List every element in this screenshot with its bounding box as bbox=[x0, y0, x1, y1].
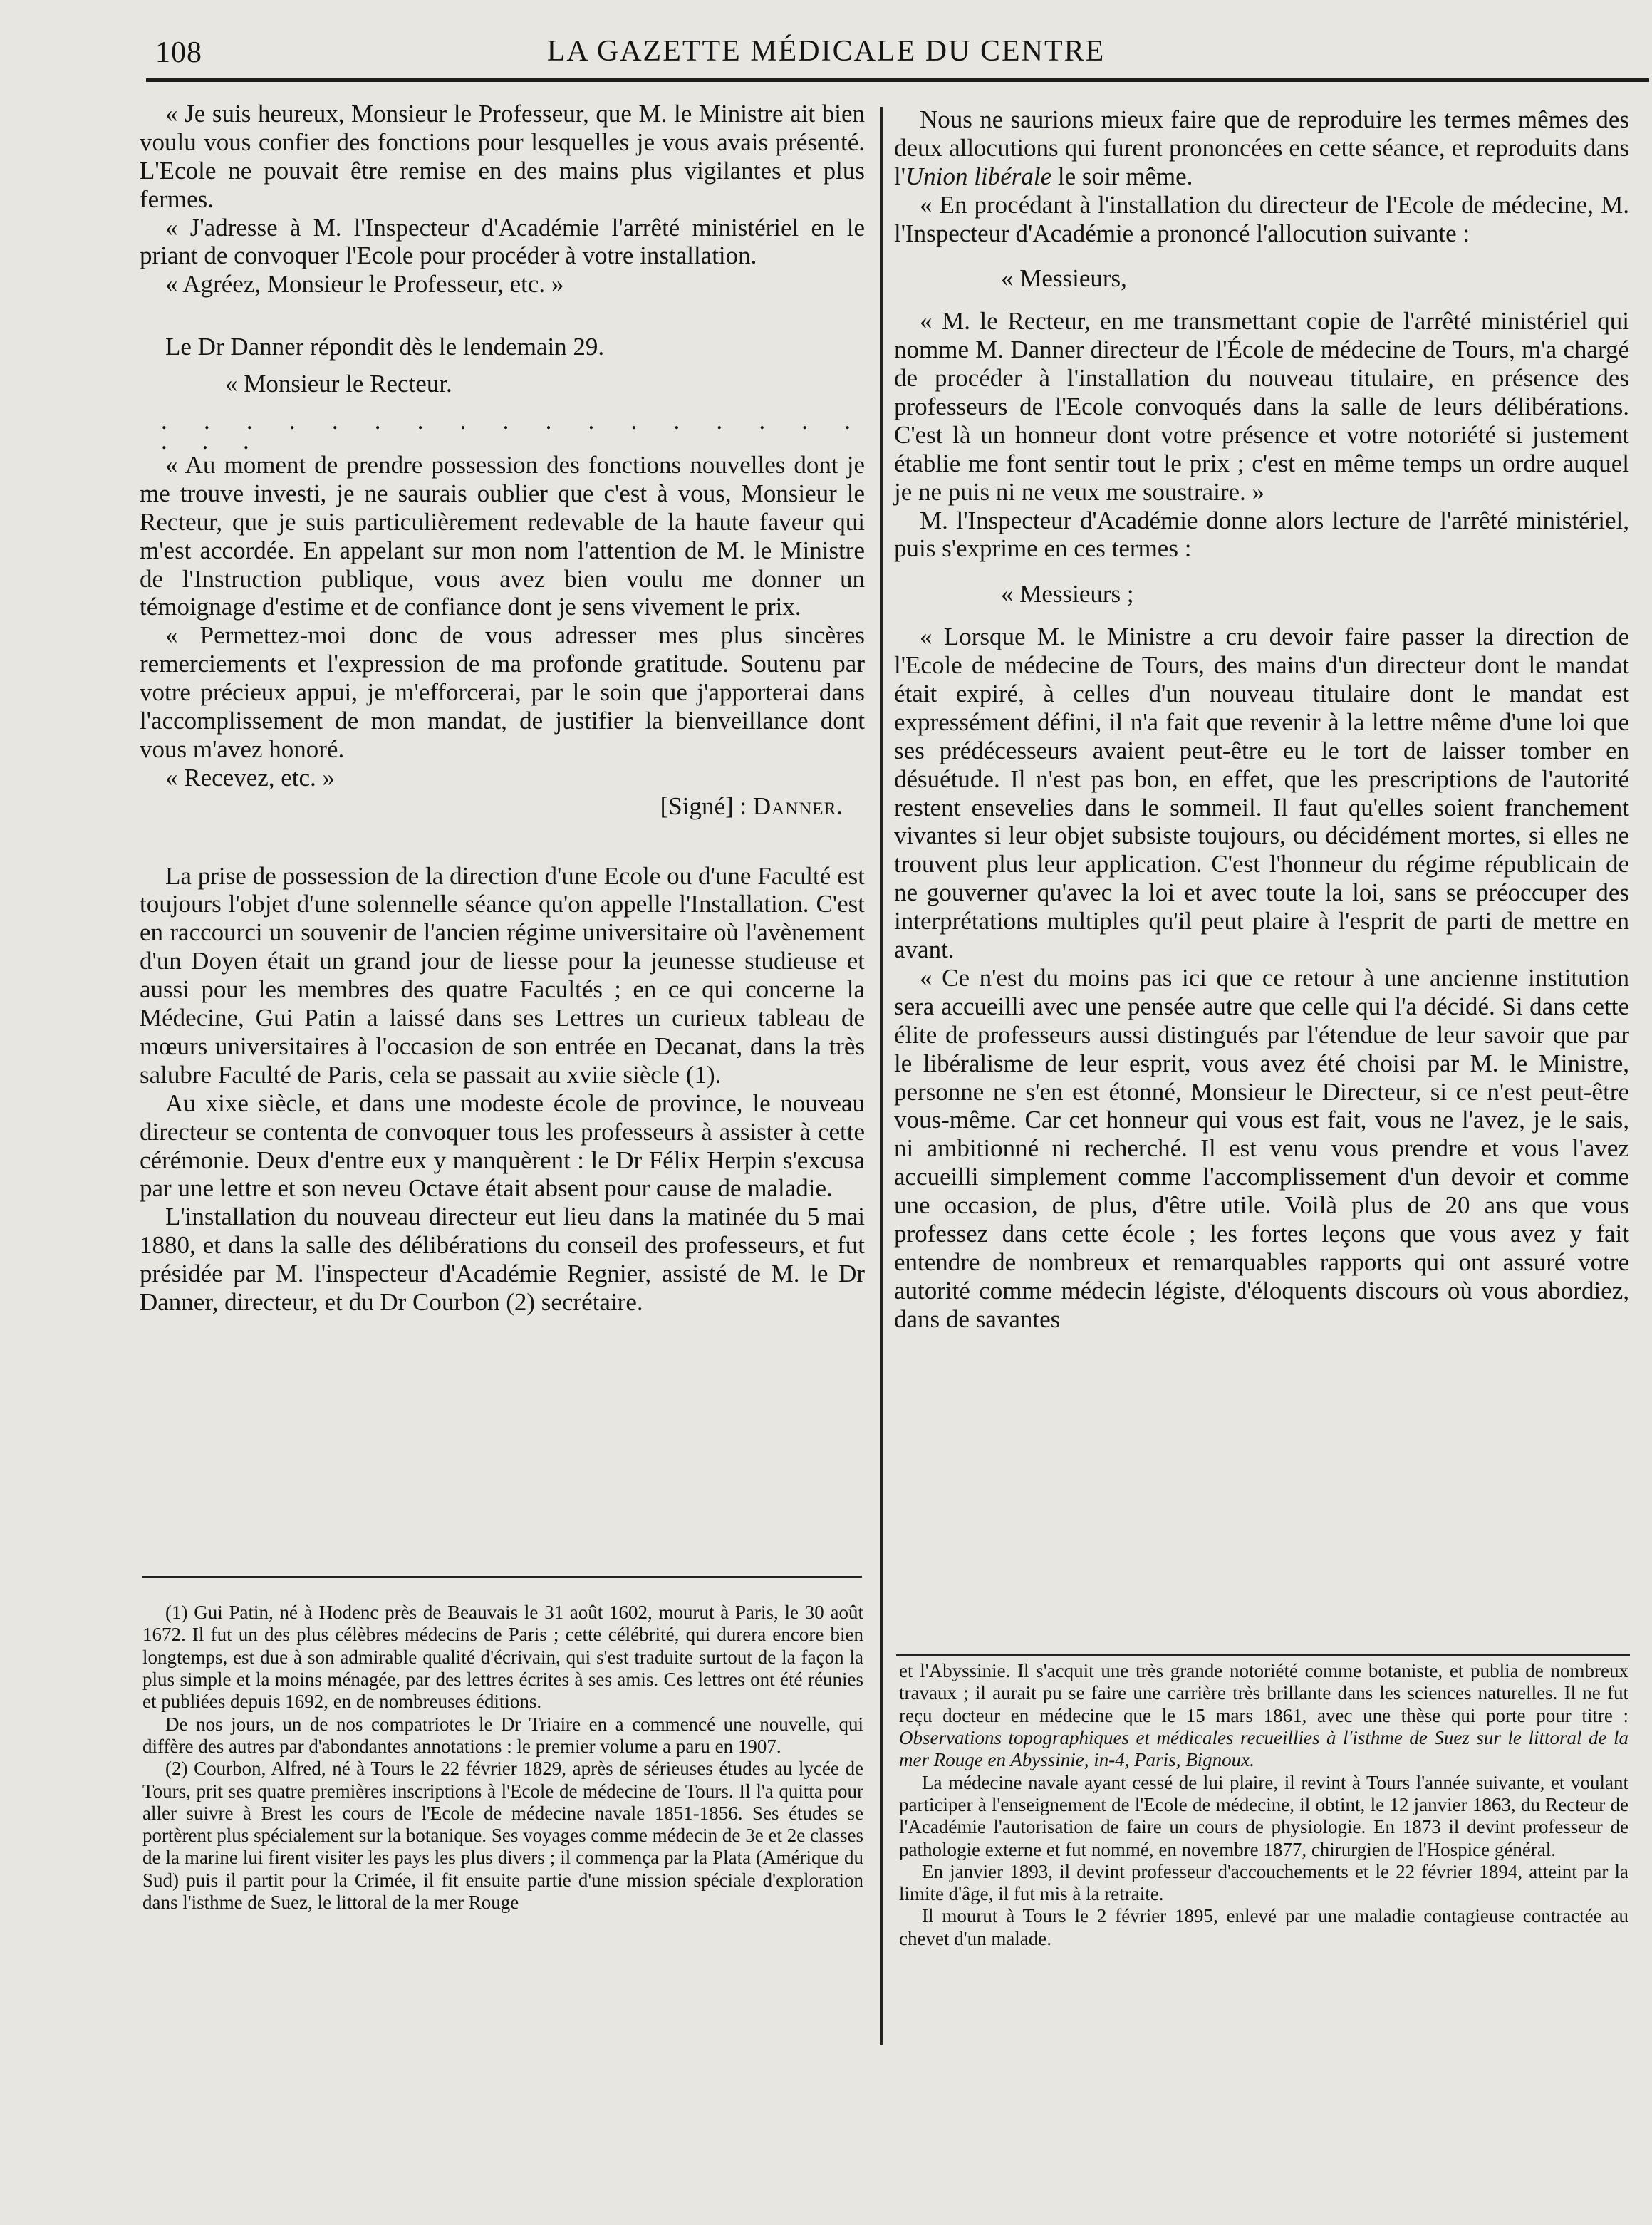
paragraph: Nous ne saurions mieux faire que de reproduire les termes mêmes des deux allocutions qui furent prononcées en cette séance, et reproduits dans l'Union libérale le soir même. bbox=[894, 105, 1629, 190]
salutation: « Messieurs ; bbox=[1001, 580, 1134, 608]
footnote: (2) Courbon, Alfred, né à Tours le 22 février 1829, après de sérieuses études au lycée de Tours, prit ses quatre premières inscriptions à l'Ecole de médecine de Tours. Il l'a quitta pour aller suivre à Brest les cours de l'Ecole de médecine navale 1851-1856. Ses études se portèrent plus spécialement sur la botanique. Ses voyages comme médecin de 3e et 2e classes de la marine lui firent visiter les pays les plus divers ; il commença par la Plata (Amérique du Sud) puis il partit pour la Crimée, il fit ensuite partie d'une mission spéciale d'exploration dans l'isthme de Suez, le littoral de la mer Rouge bbox=[142, 1758, 863, 1914]
left-column bbox=[140, 100, 865, 1317]
paragraph: « Permettez-moi donc de vous adresser mes plus sincères remerciements et l'expression de ma profonde gratitude. Soutenu par votre précieux appui, je m'efforcerai, par le soin que j'apporterai dans l'accomplissement de mon mandat, de justifier la bienveillance dont vous m'avez honoré. bbox=[140, 621, 865, 763]
paragraph: « Je suis heureux, Monsieur le Professeur, que M. le Ministre ait bien voulu vous confier des fonctions pour lesquelles je vous avais présenté. L'Ecole ne pouvait être remise en des mains plus vigilantes et plus fermes. bbox=[140, 100, 865, 213]
ellipsis-dots: . . . . . . . . . . . . . . . . . . . . bbox=[161, 407, 865, 455]
footnote: Il mourut à Tours le 2 février 1895, enlevé par une maladie contagieuse contractée au chevet d'un malade. bbox=[899, 1905, 1628, 1949]
paragraph: « Lorsque M. le Ministre a cru devoir faire passer la direction de l'Ecole de médecine de Tours, des mains d'un directeur dont le mandat était expiré, à celles d'un nouveau titulaire dont le mandat est expressément défini, il n'a fait que revenir à la lettre même d'une loi que ses prédécesseurs avaient peut-être eu le tort de laisser tomber en désuétude. Il n'est pas bon, en effet, que les prescriptions de l'autorité restent ensevelies dans le sommeil. Il faut qu'elles soient franchement vivantes si leur objet subsiste toujours, ou décidément mortes, si elles ne trouvent plus leur application. C'est l'honneur du régime républicain de ne gouverner qu'avec la loi et avec toute la loi, sans se préoccuper des interprétations multiples qu'il peut plaire à l'esprit de parti de mettre en avant. bbox=[894, 623, 1629, 964]
paragraph: Le Dr Danner répondit dès le lendemain 29. bbox=[165, 333, 605, 361]
paragraph: « Agréez, Monsieur le Professeur, etc. » bbox=[165, 270, 564, 299]
running-title: LA GAZETTE MÉDICALE DU CENTRE bbox=[546, 35, 1106, 68]
paragraph: « Ce n'est du moins pas ici que ce retour à une ancienne institution sera accueilli avec une pensée autre que celle qui l'a décidé. Si dans cette élite de professeurs aussi distingués par l'étendue de leur savoir que par le libéralisme de leur esprit, vous avez été choisi par M. le Ministre, personne ne s'en est étonné, Monsieur le Directeur, si ce n'est peut-être vous-même. Car cet honneur qui vous est fait, vous ne l'avez, je le sais, ni ambitionné ni recherché. Il est venu vous prendre et vous l'avez accueilli simplement comme l'accomplissement d'un devoir et comme une occasion, de plus, d'être utile. Voilà plus de 20 ans que vous professez dans cette école ; les fortes leçons que vous avez y fait entendre de nombreux et remarquables rapports qui ont assuré votre autorité comme médecin légiste, d'éloquents discours où vous abordiez, dans de savantes bbox=[894, 963, 1629, 1333]
paragraph: M. l'Inspecteur d'Académie donne alors lecture de l'arrêté ministériel, puis s'exprime en ces termes : bbox=[894, 506, 1629, 563]
footnote: De nos jours, un de nos compatriotes le Dr Triaire en a commencé une nouvelle, qui diffère des autres par d'abondantes annotations : le premier volume a paru en 1907. bbox=[142, 1713, 863, 1757]
footnote: La médecine navale ayant cessé de lui plaire, il revint à Tours l'année suivante, et voulant participer à l'enseignement de l'Ecole de médecine, il obtint, le 12 janvier 1863, du Recteur de l'Académie l'autorisation de faire un cours de physiologie. En 1873 il devint professeur de pathologie externe et fut nommé, en novembre 1877, chirurgien de l'Hospice général. bbox=[899, 1771, 1628, 1860]
paragraph: La prise de possession de la direction d'une Ecole ou d'une Faculté est toujours l'objet d'une solennelle séance qu'on appelle l'Installation. C'est en raccourci un souvenir de l'ancien régime universitaire où l'avènement d'un Doyen était un grand jour de liesse pour la jeunesse studieuse et aussi pour les membres des quatre Facultés ; en ce qui concerne la Médecine, Gui Patin a laissé dans ses Lettres un curieux tableau de mœurs universitaires à l'occasion de son entrée en Decanat, dans la très salubre Faculté de Paris, cela se passait au xviie siècle (1). bbox=[140, 861, 865, 1089]
column-divider bbox=[880, 107, 883, 2045]
signature: [Signé] : Danner. bbox=[660, 792, 843, 820]
salutation: « Monsieur le Recteur. bbox=[225, 370, 452, 398]
paragraph: « J'adresse à M. l'Inspecteur d'Académie l'arrêté ministériel en le priant de convoquer l'Ecole pour procéder à votre installation. bbox=[140, 213, 865, 270]
footnotes-right bbox=[899, 1660, 1628, 1950]
footnote-rule bbox=[142, 1576, 862, 1578]
footnotes-left bbox=[142, 1602, 863, 1914]
paragraph: « En procédant à l'installation du directeur de l'Ecole de médecine, M. l'Inspecteur d'Académie a prononcé l'allocution suivante : bbox=[894, 190, 1629, 247]
page-number: 108 bbox=[155, 36, 202, 69]
right-column bbox=[894, 105, 1629, 1334]
salutation: « Messieurs, bbox=[1001, 264, 1127, 293]
footnote: (1) Gui Patin, né à Hodenc près de Beauvais le 31 août 1602, mourut à Paris, le 30 août 1672. Il fut un des plus célèbres médecins de Paris ; cette célébrité, qui durera encore bien longtemps, est due à son admirable qualité d'écrivain, qui s'est traduite surtout de la façon la plus simple et la moins ménagée, par des lettres écrites à ses amis. Ces lettres ont été réunies et publiées depuis 1692, en de nombreuses éditions. bbox=[142, 1602, 863, 1713]
footnote-continuation: et l'Abyssinie. Il s'acquit une très grande notoriété comme botaniste, et publia de nombreux travaux ; il aurait pu se faire une carrière très brillante dans les sciences naturelles. Il ne fut reçu docteur en médecine que le 15 mars 1861, avec une thèse qui porte pour titre : Observations topographiques et médicales recueillies à l'isthme de Suez sur le littoral de la mer Rouge en Abyssinie, in-4, Paris, Bignoux. bbox=[899, 1660, 1628, 1771]
header-rule bbox=[146, 78, 1649, 82]
paragraph: « Au moment de prendre possession des fonctions nouvelles dont je me trouve investi, je ne saurais oublier que c'est à vous, Monsieur le Recteur, que je suis particulièrement redevable de la haute faveur qui m'est accordée. En appelant sur mon nom l'attention de M. le Ministre de l'Instruction publique, vous avez bien voulu me donner un témoignage d'estime et de confiance dont je sens vivement le prix. bbox=[140, 451, 865, 621]
paragraph: « M. le Recteur, en me transmettant copie de l'arrêté ministériel qui nomme M. Danner directeur de l'École de médecine de Tours, m'a chargé de procéder à l'installation du nouveau titulaire, en présence des professeurs de l'Ecole convoqués dans la salle de leurs délibérations. C'est là un honneur dont votre présence et votre notoriété si justement établie me font sentir tout le prix ; c'est en même temps un ordre auquel je ne puis ni ne veux me soustraire. » bbox=[894, 307, 1629, 506]
footnote-rule bbox=[896, 1654, 1630, 1656]
footnote: En janvier 1893, il devint professeur d'accouchements et le 22 février 1894, atteint par la limite d'âge, il fut mis à la retraite. bbox=[899, 1860, 1628, 1905]
paragraph: « Recevez, etc. » bbox=[165, 763, 336, 792]
paragraph: L'installation du nouveau directeur eut lieu dans la matinée du 5 mai 1880, et dans la salle des délibérations du conseil des professeurs, et fut présidée par M. l'inspecteur d'Académie Regnier, assisté de M. le Dr Danner, directeur, et du Dr Courbon (2) secrétaire. bbox=[140, 1203, 865, 1316]
paragraph: Au xixe siècle, et dans une modeste école de province, le nouveau directeur se contenta de convoquer tous les professeurs à assister à cette cérémonie. Deux d'entre eux y manquèrent : le Dr Félix Herpin s'excusa par une lettre et son neveu Octave était absent pour cause de maladie. bbox=[140, 1089, 865, 1203]
